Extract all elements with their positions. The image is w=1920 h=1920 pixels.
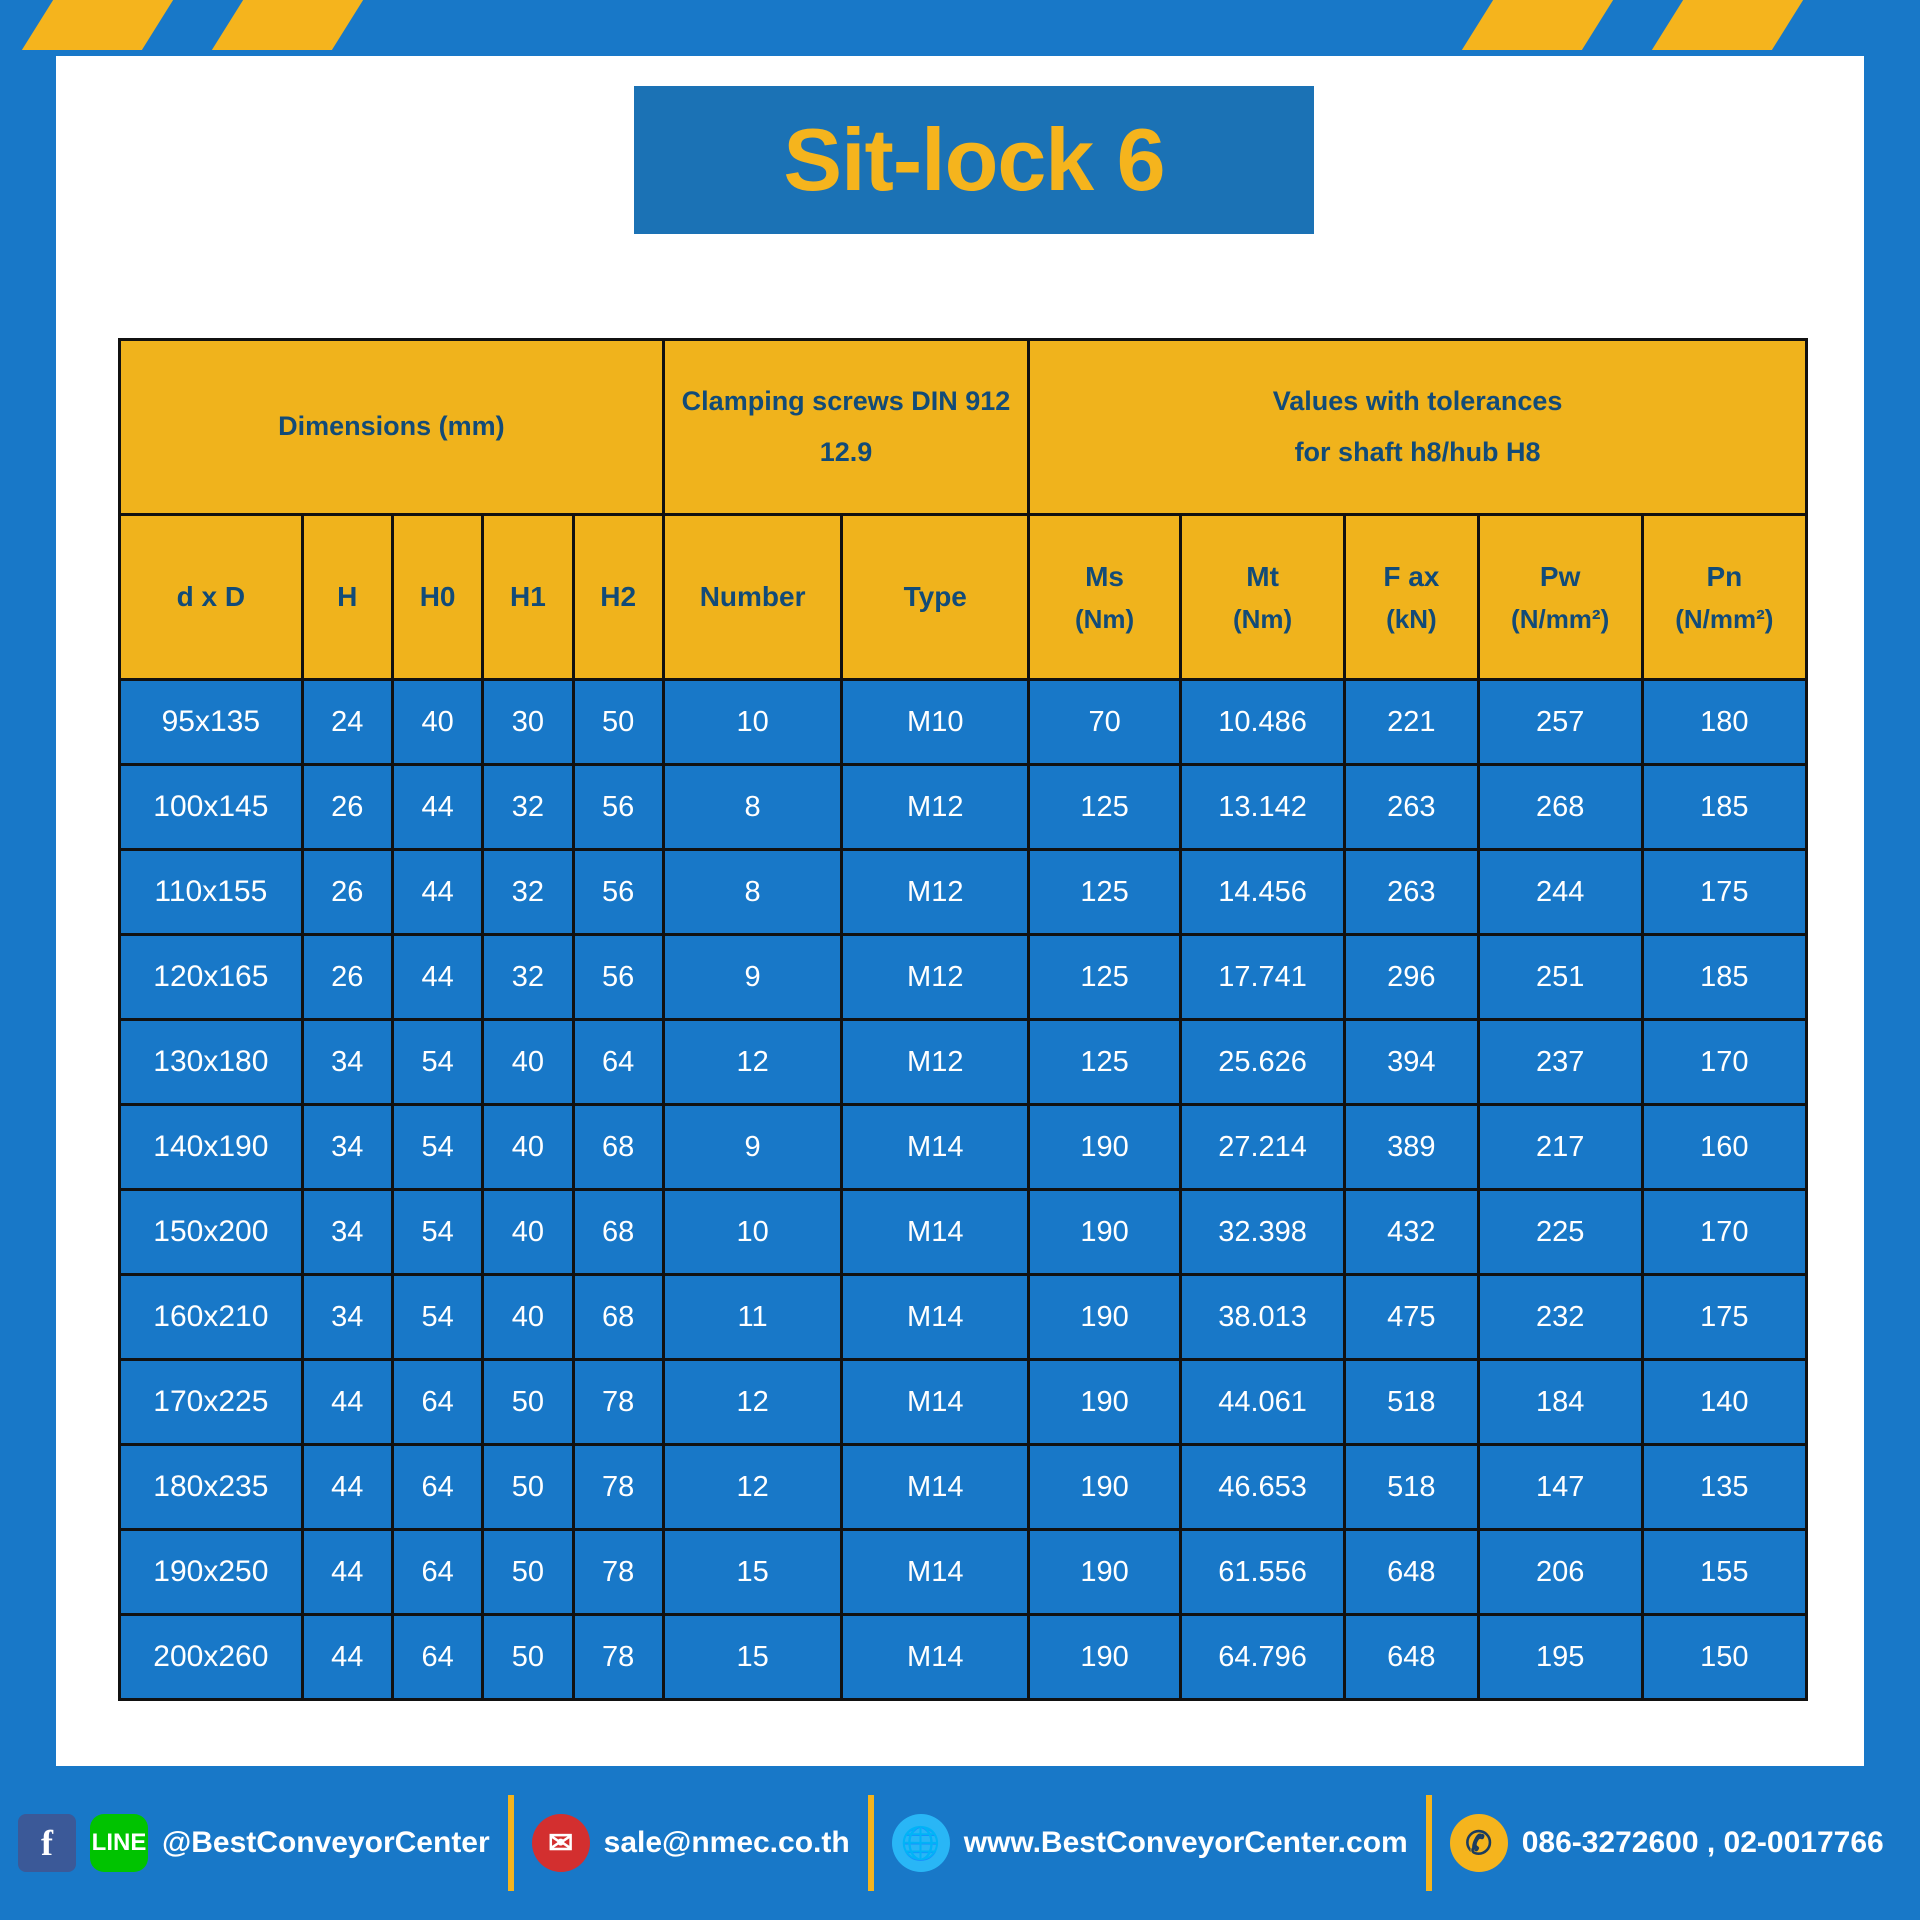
table-cell: 11 <box>663 1275 842 1360</box>
table-cell: 200x260 <box>120 1615 303 1700</box>
footer-social-group[interactable] <box>0 1766 508 1920</box>
table-cell: 185 <box>1642 935 1806 1020</box>
table-cell: 257 <box>1478 680 1642 765</box>
column-header-h1-label: H1 <box>509 581 546 613</box>
table-cell: 56 <box>573 765 663 850</box>
table-cell: 56 <box>573 935 663 1020</box>
column-header-mt-label: Mt <box>1246 561 1279 593</box>
table-cell: M14 <box>842 1190 1029 1275</box>
table-cell: M14 <box>842 1615 1029 1700</box>
table-cell: 64 <box>392 1445 482 1530</box>
group-header-clamping-line2: 12.9 <box>819 437 873 467</box>
table-cell: M10 <box>842 680 1029 765</box>
chevron-shape <box>1462 0 1618 50</box>
table-cell: 175 <box>1642 850 1806 935</box>
table-row <box>120 1445 1807 1530</box>
column-header-h0 <box>392 515 482 680</box>
column-header-h1 <box>483 515 573 680</box>
group-header-values-line2: for shaft h8/hub H8 <box>1294 437 1541 467</box>
email-address[interactable]: sale@nmec.co.th <box>603 1826 850 1859</box>
table-cell: 64 <box>392 1530 482 1615</box>
table-cell: 180 <box>1642 680 1806 765</box>
table-cell: 40 <box>392 680 482 765</box>
table-cell: M12 <box>842 935 1029 1020</box>
table-cell: M12 <box>842 850 1029 935</box>
table-cell: 54 <box>392 1105 482 1190</box>
table-cell: 78 <box>573 1445 663 1530</box>
table-cell: 10 <box>663 1190 842 1275</box>
table-cell: 190 <box>1029 1275 1181 1360</box>
group-header-clamping-screws <box>663 340 1028 515</box>
table-cell: 64 <box>392 1360 482 1445</box>
table-cell: 100x145 <box>120 765 303 850</box>
table-cell: 44 <box>302 1445 392 1530</box>
table-cell: 170 <box>1642 1190 1806 1275</box>
table-cell: 68 <box>573 1105 663 1190</box>
table-cell: 237 <box>1478 1020 1642 1105</box>
column-header-ms-label: Ms <box>1085 561 1125 593</box>
table-cell: 14.456 <box>1181 850 1345 935</box>
table-cell: 78 <box>573 1530 663 1615</box>
table-row <box>120 935 1807 1020</box>
chevron-shape <box>22 0 178 50</box>
table-row <box>120 1530 1807 1615</box>
table-cell: 389 <box>1345 1105 1478 1190</box>
table-cell: 32.398 <box>1181 1190 1345 1275</box>
table-cell: 120x165 <box>120 935 303 1020</box>
table-cell: 130x180 <box>120 1020 303 1105</box>
table-cell: 432 <box>1345 1190 1478 1275</box>
table-cell: 56 <box>573 850 663 935</box>
table-cell: 25.626 <box>1181 1020 1345 1105</box>
table-cell: 184 <box>1478 1360 1642 1445</box>
table-cell: 147 <box>1478 1445 1642 1530</box>
table-cell: 34 <box>302 1020 392 1105</box>
table-group-header-row <box>120 340 1807 515</box>
column-header-ms <box>1029 515 1181 680</box>
table-cell: 32 <box>483 935 573 1020</box>
facebook-handle[interactable]: @BestConveyorCenter <box>162 1826 490 1859</box>
table-cell: 140 <box>1642 1360 1806 1445</box>
table-cell: 9 <box>663 1105 842 1190</box>
table-cell: 44 <box>392 765 482 850</box>
table-cell: 64 <box>573 1020 663 1105</box>
table-cell: 518 <box>1345 1360 1478 1445</box>
globe-icon[interactable]: 🌐 <box>892 1814 950 1872</box>
table-cell: 150 <box>1642 1615 1806 1700</box>
table-cell: 190x250 <box>120 1530 303 1615</box>
table-cell: 50 <box>483 1615 573 1700</box>
column-header-fax-unit: (kN) <box>1386 603 1437 634</box>
table-cell: 70 <box>1029 680 1181 765</box>
page-title-text: Sit-lock 6 <box>783 110 1165 209</box>
table-cell: 217 <box>1478 1105 1642 1190</box>
column-header-fax <box>1345 515 1478 680</box>
table-cell: 160 <box>1642 1105 1806 1190</box>
table-cell: 12 <box>663 1360 842 1445</box>
table-cell: 26 <box>302 935 392 1020</box>
table-cell: 50 <box>483 1530 573 1615</box>
table-cell: 232 <box>1478 1275 1642 1360</box>
chevron-shape <box>212 0 368 50</box>
table-cell: 150x200 <box>120 1190 303 1275</box>
table-row <box>120 765 1807 850</box>
column-header-h0-label: H0 <box>419 581 456 613</box>
table-cell: 296 <box>1345 935 1478 1020</box>
table-cell: 44 <box>302 1530 392 1615</box>
table-column-header-row <box>120 515 1807 680</box>
table-cell: 125 <box>1029 850 1181 935</box>
column-header-h2-label: H2 <box>600 581 637 613</box>
table-row <box>120 850 1807 935</box>
table-cell: 78 <box>573 1360 663 1445</box>
table-cell: 15 <box>663 1615 842 1700</box>
table-cell: 40 <box>483 1020 573 1105</box>
chevron-shape <box>1652 0 1808 50</box>
table-cell: 175 <box>1642 1275 1806 1360</box>
table-cell: 251 <box>1478 935 1642 1020</box>
table-cell: 64 <box>392 1615 482 1700</box>
table-cell: 190 <box>1029 1445 1181 1530</box>
table-cell: 125 <box>1029 1020 1181 1105</box>
group-header-clamping-line1: Clamping screws DIN 912 <box>681 385 1011 416</box>
table-cell: 190 <box>1029 1530 1181 1615</box>
table-cell: 54 <box>392 1275 482 1360</box>
table-cell: 190 <box>1029 1190 1181 1275</box>
table-cell: M14 <box>842 1105 1029 1190</box>
table-cell: 40 <box>483 1105 573 1190</box>
table-row <box>120 1190 1807 1275</box>
table-cell: 10 <box>663 680 842 765</box>
table-cell: 160x210 <box>120 1275 303 1360</box>
table-cell: 44.061 <box>1181 1360 1345 1445</box>
column-header-pn-label: Pn <box>1706 561 1743 593</box>
table-cell: 170x225 <box>120 1360 303 1445</box>
column-header-type <box>842 515 1029 680</box>
table-cell: M12 <box>842 1020 1029 1105</box>
table-cell: 263 <box>1345 850 1478 935</box>
table-cell: 34 <box>302 1105 392 1190</box>
table-cell: 12 <box>663 1020 842 1105</box>
table-cell: 95x135 <box>120 680 303 765</box>
facebook-icon[interactable]: f <box>18 1814 76 1872</box>
footer-website-group[interactable] <box>874 1766 1426 1920</box>
table-cell: 17.741 <box>1181 935 1345 1020</box>
table-cell: 27.214 <box>1181 1105 1345 1190</box>
page-title <box>634 86 1314 234</box>
table-cell: 155 <box>1642 1530 1806 1615</box>
decorative-chevron-band <box>0 0 1920 50</box>
table-cell: 54 <box>392 1190 482 1275</box>
column-header-h-label: H <box>337 581 358 613</box>
table-cell: 518 <box>1345 1445 1478 1530</box>
column-header-pw-label: Pw <box>1539 561 1581 593</box>
table-cell: 244 <box>1478 850 1642 935</box>
table-cell: 50 <box>483 1360 573 1445</box>
table-row <box>120 1615 1807 1700</box>
table-cell: 268 <box>1478 765 1642 850</box>
column-header-pn-unit: (N/mm²) <box>1675 603 1774 634</box>
table-cell: 54 <box>392 1020 482 1105</box>
table-cell: 394 <box>1345 1020 1478 1105</box>
group-header-values-tolerances <box>1029 340 1807 515</box>
table-cell: 190 <box>1029 1615 1181 1700</box>
table-cell: 44 <box>392 935 482 1020</box>
footer-phone-group[interactable] <box>1432 1766 1902 1920</box>
table-cell: 50 <box>483 1445 573 1530</box>
table-cell: 140x190 <box>120 1105 303 1190</box>
spec-table-body <box>120 680 1807 1700</box>
table-cell: 26 <box>302 850 392 935</box>
footer-email-group[interactable] <box>514 1766 868 1920</box>
table-cell: 221 <box>1345 680 1478 765</box>
table-cell: 648 <box>1345 1615 1478 1700</box>
table-cell: 206 <box>1478 1530 1642 1615</box>
table-cell: 170 <box>1642 1020 1806 1105</box>
email-icon[interactable]: ✉ <box>532 1814 590 1872</box>
table-cell: 68 <box>573 1190 663 1275</box>
table-cell: 24 <box>302 680 392 765</box>
column-header-type-label: Type <box>903 581 967 613</box>
spec-table <box>118 338 1808 1701</box>
table-cell: 225 <box>1478 1190 1642 1275</box>
table-cell: 8 <box>663 850 842 935</box>
footer-contact-bar <box>0 1766 1920 1920</box>
column-header-dxd-label: d x D <box>176 581 246 613</box>
table-row <box>120 1020 1807 1105</box>
table-cell: 50 <box>573 680 663 765</box>
table-cell: 32 <box>483 765 573 850</box>
table-cell: 40 <box>483 1275 573 1360</box>
table-cell: 68 <box>573 1275 663 1360</box>
group-header-values-line1: Values with tolerances <box>1272 385 1563 416</box>
table-cell: 263 <box>1345 765 1478 850</box>
table-cell: 15 <box>663 1530 842 1615</box>
table-cell: 40 <box>483 1190 573 1275</box>
table-cell: 34 <box>302 1275 392 1360</box>
table-cell: 125 <box>1029 765 1181 850</box>
phone-icon[interactable]: ✆ <box>1450 1814 1508 1872</box>
table-cell: M14 <box>842 1275 1029 1360</box>
table-cell: 61.556 <box>1181 1530 1345 1615</box>
column-header-pw-unit: (N/mm²) <box>1511 603 1610 634</box>
column-header-h <box>302 515 392 680</box>
column-header-ms-unit: (Nm) <box>1074 603 1135 634</box>
table-cell: 44 <box>392 850 482 935</box>
table-cell: 38.013 <box>1181 1275 1345 1360</box>
table-cell: 195 <box>1478 1615 1642 1700</box>
table-cell: 30 <box>483 680 573 765</box>
table-cell: 135 <box>1642 1445 1806 1530</box>
table-row <box>120 1275 1807 1360</box>
table-cell: 190 <box>1029 1360 1181 1445</box>
table-cell: 180x235 <box>120 1445 303 1530</box>
table-cell: 32 <box>483 850 573 935</box>
table-cell: 648 <box>1345 1530 1478 1615</box>
column-header-fax-label: F ax <box>1383 561 1440 593</box>
column-header-number-label: Number <box>699 581 806 613</box>
table-row <box>120 1105 1807 1190</box>
table-cell: 9 <box>663 935 842 1020</box>
table-cell: 110x155 <box>120 850 303 935</box>
table-cell: 46.653 <box>1181 1445 1345 1530</box>
column-header-pn <box>1642 515 1806 680</box>
table-cell: 125 <box>1029 935 1181 1020</box>
table-cell: 185 <box>1642 765 1806 850</box>
table-cell: 190 <box>1029 1105 1181 1190</box>
column-header-pw <box>1478 515 1642 680</box>
table-row <box>120 680 1807 765</box>
table-cell: M14 <box>842 1445 1029 1530</box>
table-cell: 44 <box>302 1615 392 1700</box>
table-cell: 10.486 <box>1181 680 1345 765</box>
table-cell: M12 <box>842 765 1029 850</box>
spec-table-container <box>118 338 1808 1701</box>
table-cell: 13.142 <box>1181 765 1345 850</box>
table-cell: 12 <box>663 1445 842 1530</box>
column-header-dxd <box>120 515 303 680</box>
table-cell: 26 <box>302 765 392 850</box>
phone-number[interactable]: 086-3272600 , 02-0017766 <box>1521 1826 1884 1859</box>
table-cell: 34 <box>302 1190 392 1275</box>
column-header-number <box>663 515 842 680</box>
column-header-h2 <box>573 515 663 680</box>
table-cell: 64.796 <box>1181 1615 1345 1700</box>
table-cell: M14 <box>842 1530 1029 1615</box>
table-cell: 8 <box>663 765 842 850</box>
table-cell: 475 <box>1345 1275 1478 1360</box>
column-header-mt-unit: (Nm) <box>1232 603 1293 634</box>
group-header-dimensions: Dimensions (mm) <box>120 340 664 515</box>
line-icon[interactable]: LINE <box>90 1814 148 1872</box>
table-cell: M14 <box>842 1360 1029 1445</box>
table-cell: 44 <box>302 1360 392 1445</box>
table-cell: 78 <box>573 1615 663 1700</box>
table-row <box>120 1360 1807 1445</box>
column-header-mt <box>1181 515 1345 680</box>
website-url[interactable]: www.BestConveyorCenter.com <box>963 1826 1408 1859</box>
